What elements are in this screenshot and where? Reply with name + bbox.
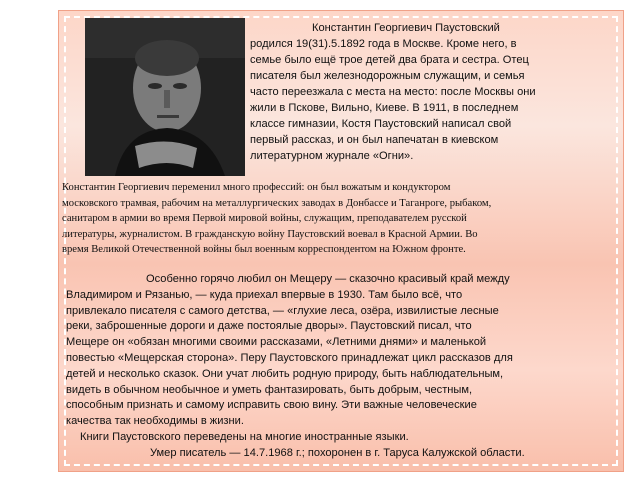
middle-paragraph bbox=[62, 180, 602, 258]
header-line: жили в Пскове, Вильно, Киеве. В 1911, в последнем bbox=[250, 102, 519, 114]
lower-line: Владимиром и Рязанью, — куда приехал впервые в 1930. Там было всё, что bbox=[66, 288, 463, 301]
lower-line: видеть в обычном необычное и уметь фантазировать, быть добрым, честным, bbox=[66, 383, 473, 396]
middle-line: московского трамвая, рабочим на металлургических заводах в Донбассе и Таганроге, рыбаком, bbox=[62, 197, 492, 209]
translations-line: Книги Паустовского переведены на многие иностранные языки. bbox=[80, 430, 409, 443]
header-line: писателя был железнодорожным служащим, и семья bbox=[250, 70, 525, 82]
middle-line: литературы, журналистом. В гражданскую войну Паустовский воевал в Красной Армии. Во bbox=[62, 228, 478, 240]
header-line: классе гимназии, Костя Паустовский написал свой bbox=[250, 118, 512, 130]
lower-paragraph bbox=[66, 272, 606, 462]
lower-line: детей и несколько сказок. Они учат любить родную природу, быть наблюдательным, bbox=[66, 367, 504, 380]
header-paragraph bbox=[250, 20, 580, 164]
header-line: часто переезжала с места на место: после Москвы они bbox=[250, 86, 536, 98]
author-name-title: Константин Георгиевич Паустовский bbox=[312, 22, 500, 34]
lower-line: Особенно горячо любил он Мещеру — сказочно красивый край между bbox=[146, 273, 510, 285]
lower-line: способным признать и самому исправить свою вину. Эти важные человеческие bbox=[66, 399, 477, 412]
middle-line: Константин Георгиевич переменил много профессий: он был вожатым и кондуктором bbox=[62, 182, 451, 193]
header-line: семье было ещё трое детей два брата и сестра. Отец bbox=[250, 54, 529, 66]
author-portrait bbox=[85, 18, 245, 176]
lower-line: Мещере он «обязан многими своими рассказами, «Летними днями» и маленькой bbox=[66, 336, 487, 349]
death-line: Умер писатель — 14.7.1968 г.; похоронен в г. Таруса Калужской области. bbox=[150, 446, 525, 459]
lower-line: повестью «Мещерская сторона». Перу Паустовского принадлежат цикл рассказов для bbox=[66, 351, 513, 364]
lower-line: привлекало писателя с самого детства, — «глухие леса, озёра, извилистые лесные bbox=[66, 304, 499, 317]
lower-line: реки, заброшенные дороги и даже постоялые дворы». Паустовский писал, что bbox=[66, 320, 472, 333]
middle-line: санитаром в армии во время Первой мировой войны, служащим, преподавателем русской bbox=[62, 213, 467, 225]
header-line: литературном журнале «Огни». bbox=[250, 150, 414, 162]
header-line: первый рассказ, и он был напечатан в киевском bbox=[250, 134, 499, 146]
header-line: родился 19(31).5.1892 года в Москве. Кроме него, в bbox=[250, 38, 517, 50]
portrait-image bbox=[85, 18, 245, 176]
middle-line: время Великой Отечественной войны был военным корреспондентом на Южном фронте. bbox=[62, 244, 466, 256]
lower-line: качества так необходимы в жизни. bbox=[66, 415, 244, 428]
